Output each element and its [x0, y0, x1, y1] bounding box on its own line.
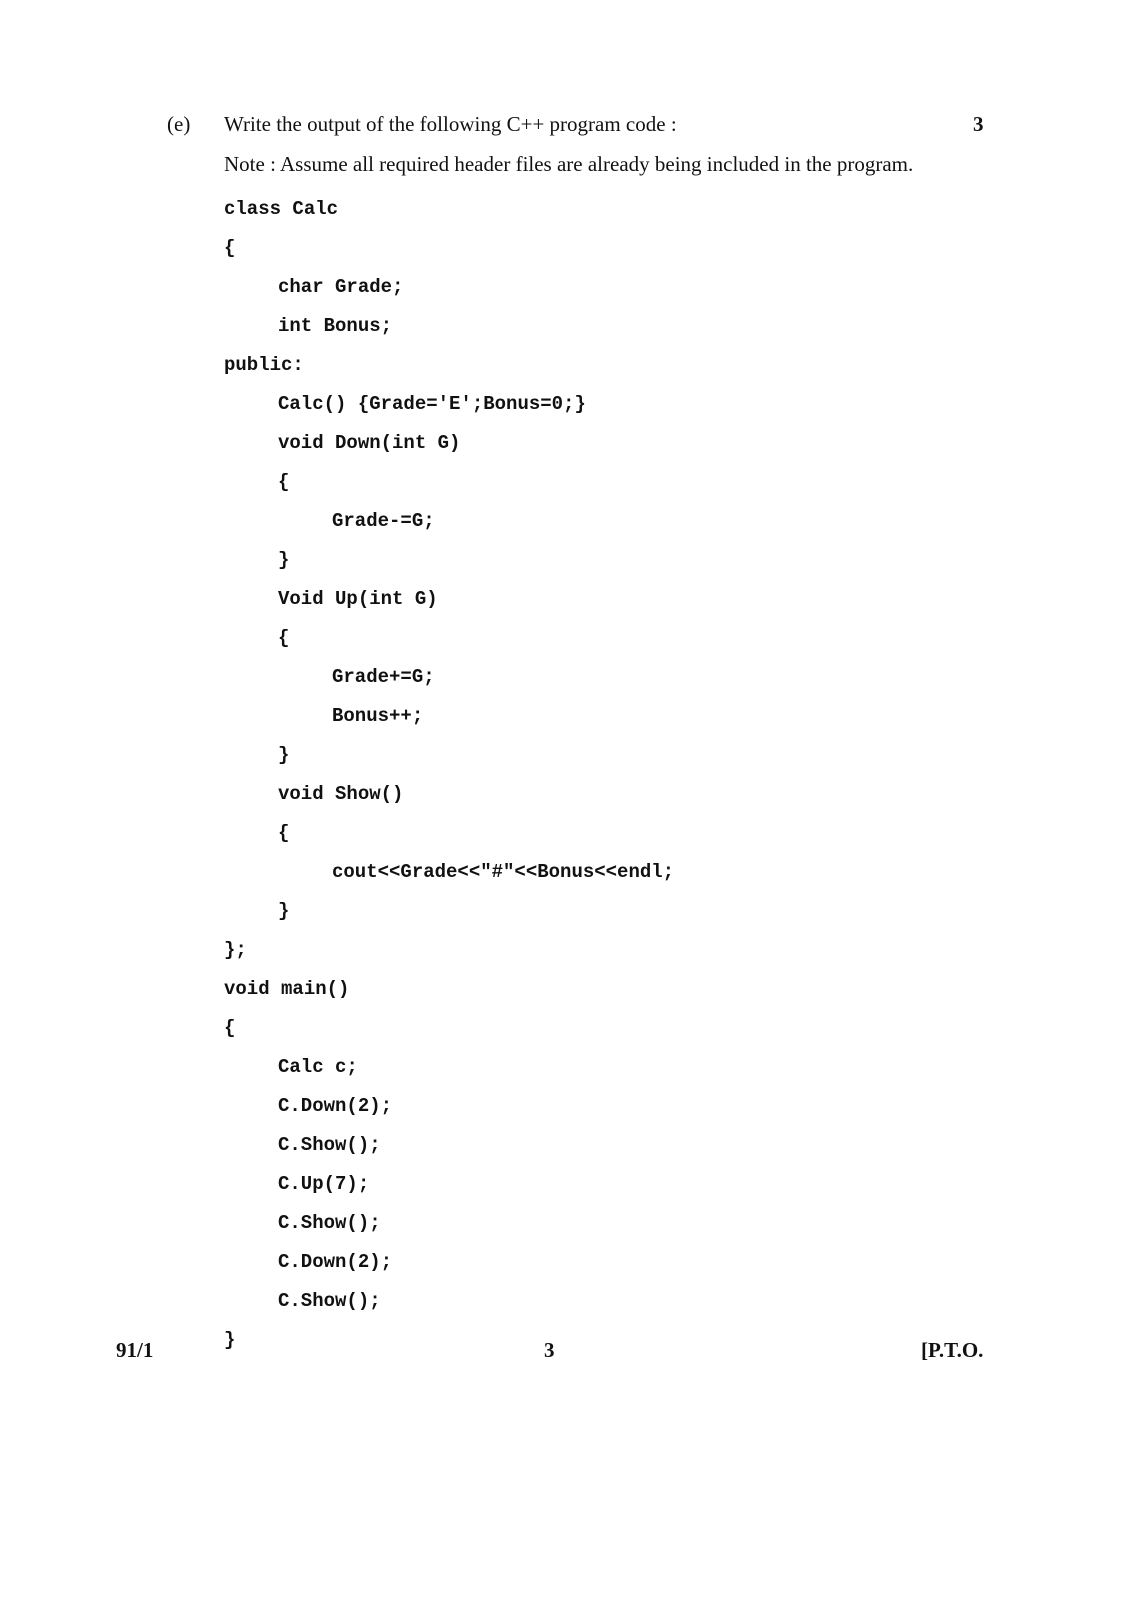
code-line: Bonus++;: [332, 705, 424, 727]
code-line: cout<<Grade<<"#"<<Bonus<<endl;: [332, 861, 675, 883]
question-label: (e): [167, 112, 191, 136]
code-line: void main(): [224, 978, 350, 1000]
code-line: public:: [224, 354, 304, 376]
code-line: {: [224, 237, 236, 259]
code-line: C.Down(2);: [278, 1251, 393, 1273]
code-line: class Calc: [224, 198, 339, 220]
code-line: };: [224, 939, 247, 961]
code-line: C.Show();: [278, 1212, 381, 1234]
code-line: void Down(int G): [278, 432, 461, 454]
code-line: {: [278, 471, 290, 493]
code-line: Calc() {Grade='E';Bonus=0;}: [278, 393, 586, 415]
question-text: Write the output of the following C++ program code :: [224, 112, 677, 136]
footer-page-number: 3: [544, 1338, 555, 1362]
code-line: }: [278, 549, 290, 571]
code-line: {: [224, 1017, 236, 1039]
code-line: void Show(): [278, 783, 404, 805]
code-line: C.Show();: [278, 1290, 381, 1312]
code-line: C.Show();: [278, 1134, 381, 1156]
code-block: [224, 190, 674, 1360]
code-line: Grade+=G;: [332, 666, 435, 688]
question-marks: 3: [973, 112, 984, 136]
footer-paper-code: 91/1: [116, 1338, 154, 1362]
code-line: }: [224, 1329, 236, 1351]
question-note: Note : Assume all required header files are already being included in the program.: [224, 152, 914, 176]
code-line: }: [278, 900, 290, 922]
code-line: {: [278, 627, 290, 649]
code-line: Void Up(int G): [278, 588, 438, 610]
footer-pto: [P.T.O.: [921, 1338, 984, 1362]
code-line: Calc c;: [278, 1056, 358, 1078]
code-line: {: [278, 822, 290, 844]
code-line: C.Down(2);: [278, 1095, 393, 1117]
code-line: int Bonus;: [278, 315, 393, 337]
code-line: }: [278, 744, 290, 766]
code-line: C.Up(7);: [278, 1173, 370, 1195]
code-line: char Grade;: [278, 276, 404, 298]
code-line: Grade-=G;: [332, 510, 435, 532]
